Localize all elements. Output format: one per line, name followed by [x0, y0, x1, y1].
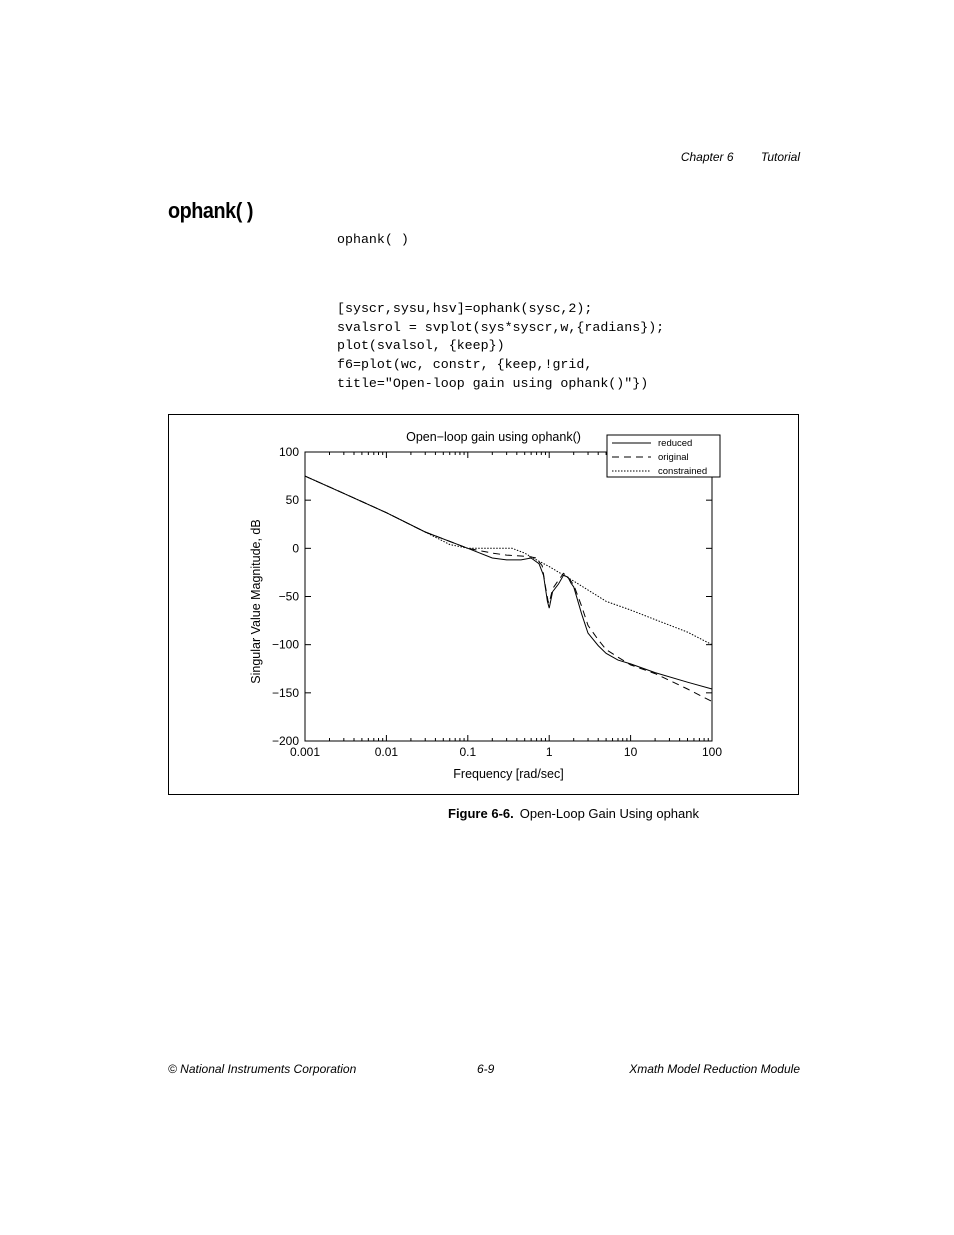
series-line-original: [305, 476, 712, 701]
series-line-constrained: [305, 476, 712, 645]
x-tick-label: 10: [623, 745, 638, 759]
caption-text: Open-Loop Gain Using ophank: [519, 806, 699, 821]
code-line: title="Open-loop gain using ophank()"}): [337, 375, 649, 391]
y-tick-label: −100: [271, 637, 299, 652]
chart: [169, 415, 800, 796]
x-axis-label: Frequency [rad/sec]: [453, 767, 564, 781]
footer-page-number: 6-9: [477, 1062, 495, 1076]
code-line: svalsrol = svplot(sys*syscr,w,{radians});: [337, 319, 665, 335]
y-tick-label: −200: [271, 734, 299, 748]
legend-label: reduced: [658, 438, 693, 449]
section-title: ophank( ): [168, 198, 254, 223]
code-intro: ophank( ): [337, 232, 409, 247]
figure-caption: [448, 806, 699, 821]
x-tick-label: 0.001: [289, 745, 321, 759]
footer-copyright: © National Instruments Corporation: [168, 1062, 357, 1076]
chart-title: Open−loop gain using ophank(): [406, 430, 581, 444]
figure-frame: [168, 414, 799, 795]
y-tick-label: −150: [271, 685, 299, 700]
y-axis-label: Singular Value Magnitude, dB: [249, 519, 263, 684]
footer-book-title: Xmath Model Reduction Module: [629, 1062, 800, 1076]
page-header: [657, 150, 800, 164]
code-line: [syscr,sysu,hsv]=ophank(sysc,2);: [337, 301, 593, 316]
x-tick-label: 100: [701, 745, 723, 759]
code-block: [337, 300, 664, 394]
chapter-label: Chapter 6: [680, 150, 734, 164]
code-line: plot(svalsol, {keep}): [337, 338, 505, 354]
legend-label: original: [658, 452, 689, 463]
x-tick-label: 0.01: [374, 745, 399, 759]
plot-area: [305, 452, 712, 741]
caption-label: Figure 6-6.: [448, 806, 514, 821]
code-line: f6=plot(wc, constr, {keep,!grid,: [337, 357, 593, 373]
y-tick-label: 50: [285, 493, 299, 508]
x-tick-label: 0.1: [459, 745, 477, 759]
y-tick-label: 0: [292, 541, 299, 556]
y-tick-label: 100: [278, 445, 299, 459]
y-tick-label: −50: [278, 589, 299, 604]
legend-label: constrained: [658, 466, 708, 477]
series-line-reduced: [305, 476, 712, 689]
section-label: Tutorial: [760, 150, 800, 164]
x-tick-label: 1: [545, 745, 553, 759]
